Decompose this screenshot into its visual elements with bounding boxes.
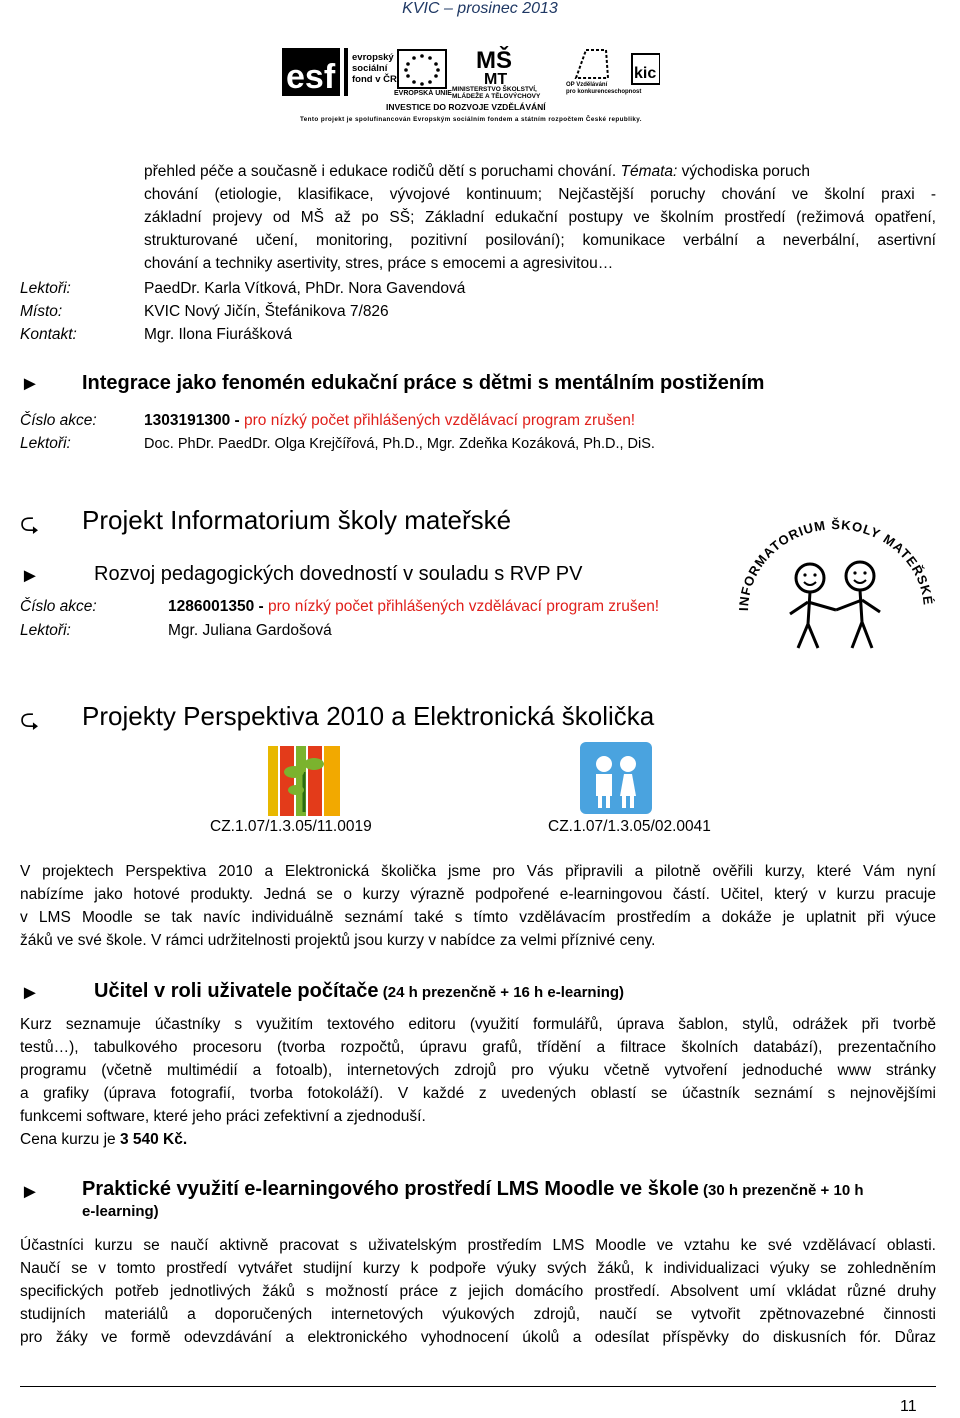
project-subtitle: Rozvoj pedagogických dovedností v souladu s RVP PV	[94, 563, 583, 585]
project-code: CZ.1.07/1.3.05/11.0019	[210, 818, 372, 835]
logo-arc-text: INFORMATORIUM ŠKOLY MATEŘSKÉ	[735, 517, 936, 612]
project-title: Projekty Perspektiva 2010 a Elektronická školička	[82, 701, 655, 731]
msmt-label: MINISTERSTVO ŠKOLSTVÍ, MLÁDEŽE A TĚLOVÝCHOVY	[452, 86, 541, 100]
running-header: KVIC – prosinec 2013	[402, 0, 558, 17]
project-title: Projekt Informatorium školy mateřské	[82, 505, 512, 535]
course-price: Cena kurzu je 3 540 Kč.	[20, 1131, 188, 1148]
cofinance-note: Tento projekt je spolufinancován Evropským sociálním fondem a státním rozpočtem České republiky.	[300, 116, 642, 123]
op-label: OP Vzdělávání pro konkurenceschopnost	[566, 82, 642, 95]
informatorium-logo	[728, 516, 940, 656]
arrow-bullet-icon: ⮎	[20, 706, 40, 733]
cislo-value: 1286001350 - pro nízký počet přihlášených vzdělávací program zrušen!	[168, 598, 660, 615]
section-title: Integrace jako fenomén edukační práce s dětmi s mentálním postižením	[82, 372, 765, 394]
eu-label: EVROPSKÁ UNIE	[394, 90, 452, 97]
lektori-value: PaedDr. Karla Vítková, PhDr. Nora Gavendová	[144, 280, 466, 297]
esf-label: evropský sociální fond v ČR	[352, 52, 397, 85]
temata-label: Témata:	[620, 163, 678, 180]
course-paragraph: Kurz seznamuje účastníky s využitím textového editoru (využití formulářů, úprava šablon, stylů, odrážek při tvorbě testů…), tabulkového procesoru (tvorba rozpočtů, úpravu grafů, třídění a filtrace školních databází), prezentačního programu (včetně multimédií a fotoalb), internetových zdrojů pro výuku včetně vytvoření jednoduché www stránky a grafiky (úprava fotografií, tvorba fotokoláží). V každé z uvedených oblastí se účastník seznámí s nejnovějšími funkcemi software, které jeho práci zefektivní a zjednoduší. Cena kurzu je 3 540 Kč.	[20, 1013, 936, 1151]
misto-value: KVIC Nový Jičín, Štefánikova 7/826	[144, 303, 389, 320]
course-title: Učitel v roli uživatele počítače (24 h prezenčně + 16 h e-learning)	[94, 980, 625, 1002]
cislo-value: 1303191300 - pro nízký počet přihlášených vzdělávací program zrušen!	[144, 412, 636, 429]
triangle-bullet-icon: ►	[20, 1181, 40, 1203]
triangle-bullet-icon: ►	[20, 565, 40, 587]
intro-paragraph: přehled péče a současně i edukace rodičů dětí s poruchami chování. Témata: východiska poruch chování (etiologie, klasifikace, vývojové kontinuum; Nejčastější poruchy chování ve školní praxi - základní projevy od MŠ až po SŠ; Základní edukační postupy ve školním prostředí (režimová opatření, strukturované učení, monitoring, pozitivní posilování); komunikace verbální a neverbální, asertivní chování a techniky asertivity, stres, práce s emocemi a agresivitou…	[144, 163, 936, 272]
project-code: CZ.1.07/1.3.05/02.0041	[548, 818, 711, 835]
course-title: Praktické využití e-learningového prostředí LMS Moodle ve škole (30 h prezenčně + 10 h e-learning)	[82, 1178, 864, 1220]
lektori-label: Lektoři:	[20, 435, 71, 452]
kontakt-value: Mgr. Ilona Fiurášková	[144, 326, 293, 343]
cislo-label: Číslo akce:	[20, 412, 97, 429]
project-paragraph: V projektech Perspektiva 2010 a Elektronická školička jsme pro Vás připravili a pilotně ověřili kurzy, které Vám nyní nabízíme jako hotové produkty. Jedná se o kurzy výrazně podpořené e-learningovou částí. Učitel, který v kurzu pracuje v LMS Moodle se tak navíc individuálně seznámí také s tímto vzdělávacím prostředím a dokáže je uplatnit při výuce žáků ve své škole. V rámci udržitelnosti projektů jsou kurzy v nabídce za velmi příznivé ceny.	[20, 863, 936, 949]
svg-text:MT: MT	[484, 71, 508, 88]
svg-text:kic: kic	[634, 65, 657, 82]
lektori-label: Lektoři:	[20, 622, 71, 639]
arrow-bullet-icon: ⮎	[20, 510, 40, 537]
svg-text:MŠ: MŠ	[476, 47, 512, 74]
triangle-bullet-icon: ►	[20, 982, 40, 1004]
lektori-value: Mgr. Juliana Gardošová	[168, 622, 332, 639]
lektori-label: Lektoři:	[20, 280, 71, 297]
svg-text:INFORMATORIUM ŠKOLY MATEŘSKÉ	[736, 517, 936, 611]
misto-label: Místo:	[20, 303, 63, 320]
cislo-label: Číslo akce:	[20, 598, 97, 615]
invest-label: INVESTICE DO ROZVOJE VZDĚLÁVÁNÍ	[386, 102, 546, 112]
course-paragraph: Účastníci kurzu se naučí aktivně pracovat s uživatelským prostředím LMS Moodle ve vztahu ke své vzdělávací oblasti. Naučí se v tomto prostředí vytvářet studijní kurzy k podpoře výuky svých žáků, k individualizaci výuky se zohledněním specifických potřeb jednotlivých žáků s možností práce z jejich domácího prostředí. Absolvent umí vkládat různé druhy studijních materiálů a doporučených internetových výukových zdrojů, naučí se vytvořit zpětnovazebné činnosti pro žáky ve formě odevzdávání a elektronického vyhodnocení úkolů a odesílat příspěvky do diskusních fór. Důraz	[20, 1237, 936, 1346]
perspektiva-logo-icon	[266, 742, 342, 818]
skolicka-logo-icon	[580, 742, 652, 814]
triangle-bullet-icon: ►	[20, 373, 40, 395]
eu-logo-strip	[280, 44, 660, 126]
page-number: 11	[900, 1398, 917, 1415]
esf-logo-text: esf	[286, 58, 336, 96]
lektori-value: Doc. PhDr. PaedDr. Olga Krejčířová, Ph.D., Mgr. Zdeňka Kozáková, Ph.D., DiS.	[144, 436, 655, 452]
kontakt-label: Kontakt:	[20, 326, 77, 343]
footer-rule	[20, 1386, 936, 1387]
